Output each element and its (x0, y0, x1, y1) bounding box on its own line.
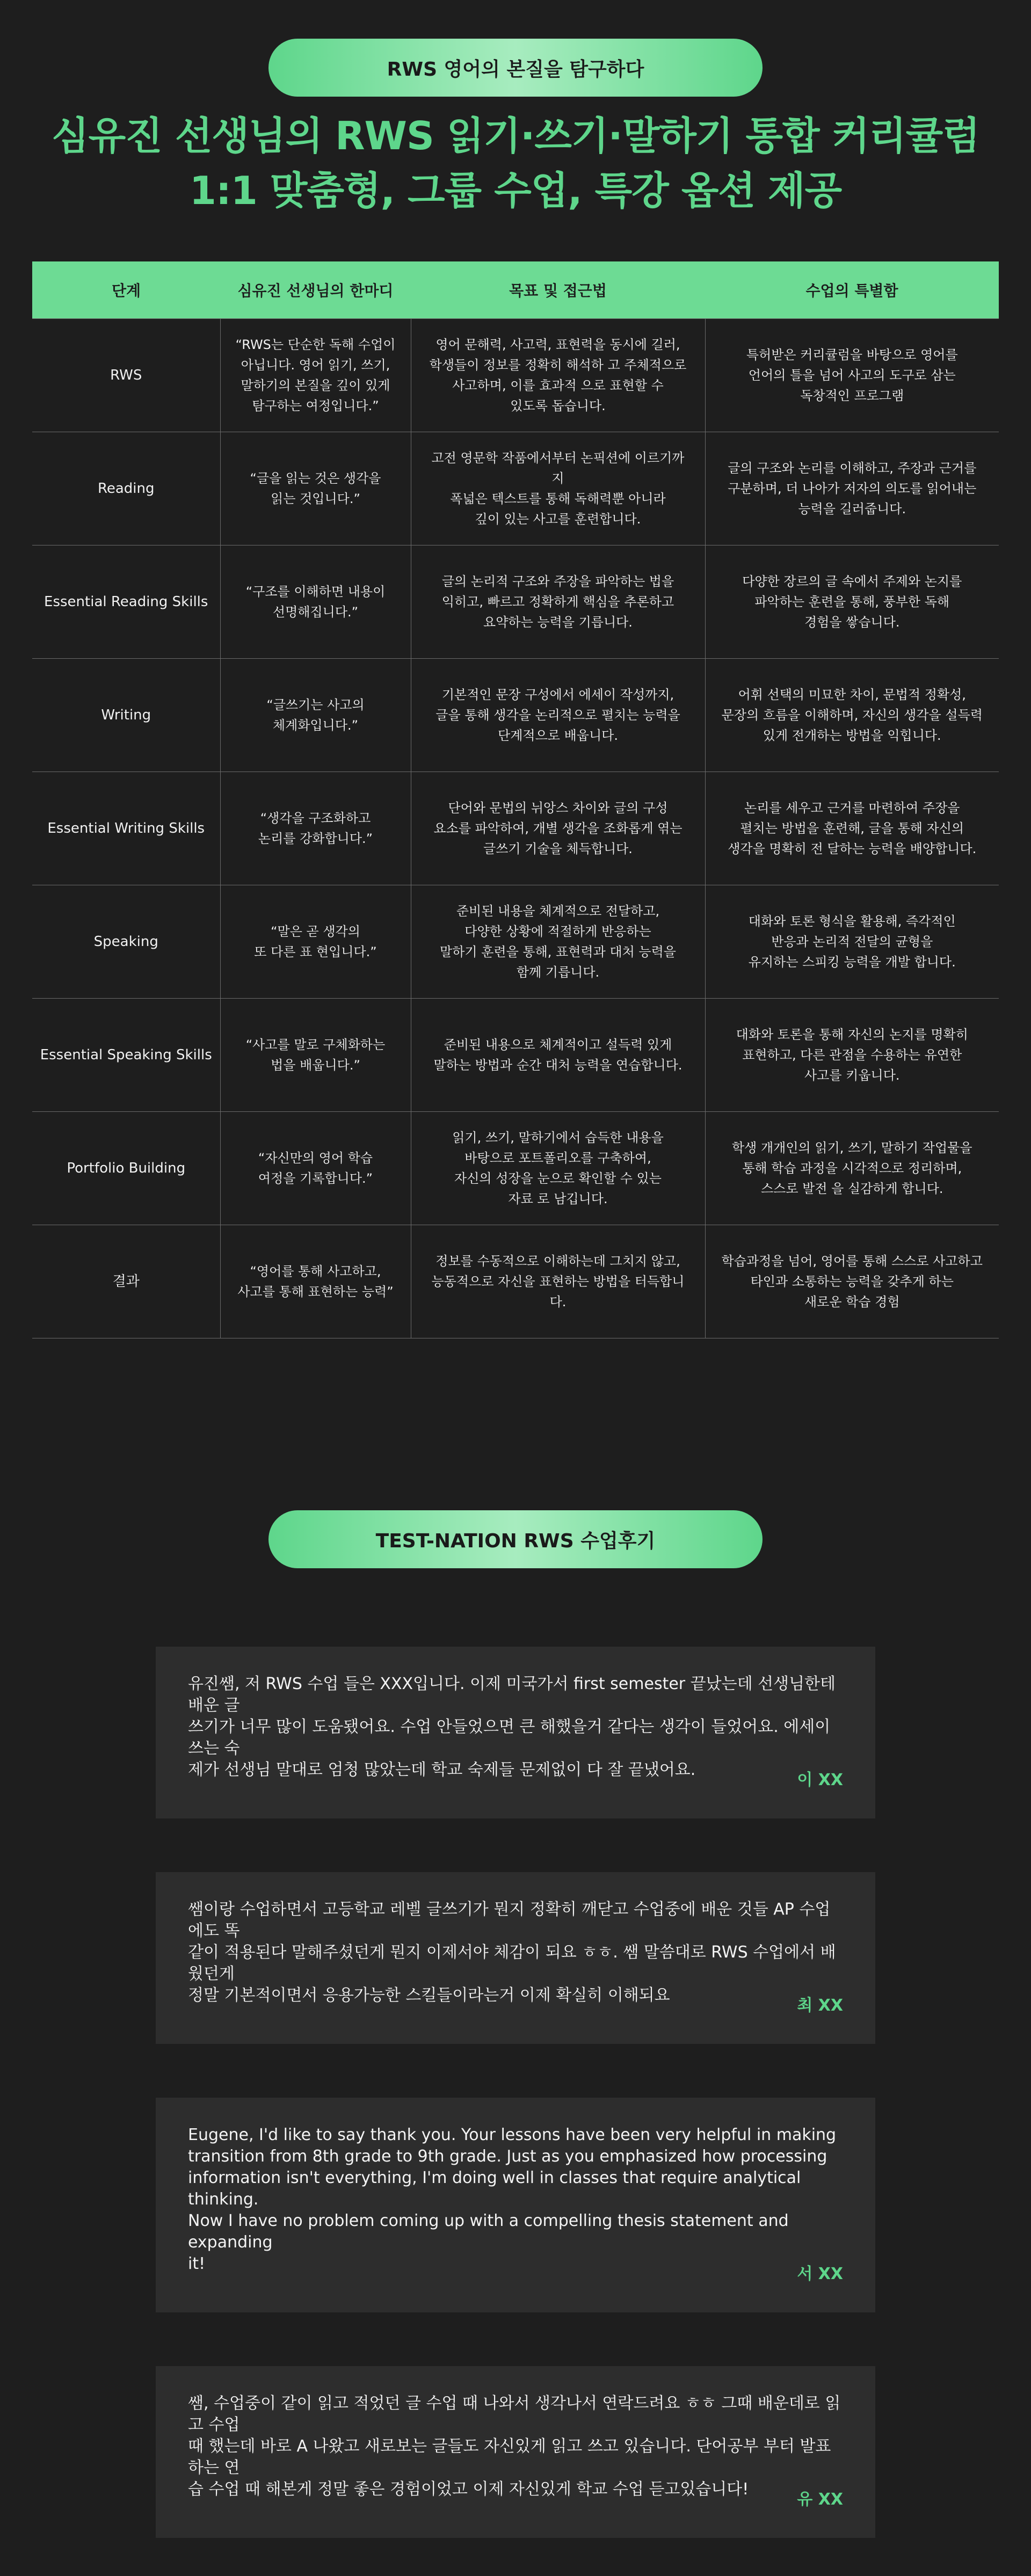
special-cell: 글의 구조와 논리를 이해하고, 주장과 근거를 구분하며, 더 나아가 저자의 의도를 읽어내는 능력을 길러줍니다. (705, 432, 999, 545)
goal-cell: 준비된 내용으로 체계적이고 설득력 있게 말하는 방법과 순간 대처 능력을 연습합니다. (411, 999, 705, 1112)
section-badge-reviews: TEST-NATION RWS 수업후기 (268, 1510, 763, 1568)
quote-cell: “글을 읽는 것은 생각을 읽는 것입니다.” (220, 432, 411, 545)
special-cell: 특허받은 커리큘럼을 바탕으로 영어를 언어의 틀을 넘어 사고의 도구로 삼는 독창적인 프로그램 (705, 319, 999, 432)
review-card (156, 2098, 875, 2312)
quote-cell: “구조를 이해하면 내용이 선명해집니다.” (220, 545, 411, 659)
table-row (32, 772, 999, 885)
goal-cell: 고전 영문학 작품에서부터 논픽션에 이르기까지 폭넓은 텍스트를 통해 독해력뿐 아니라 깊이 있는 사고를 훈련합니다. (411, 432, 705, 545)
table-row (32, 659, 999, 772)
stage-cell: 결과 (32, 1225, 220, 1338)
review-author: 이 XX (797, 1771, 843, 1789)
quote-cell: “글쓰기는 사고의 체계화입니다.” (220, 659, 411, 772)
special-cell: 대화와 토론 형식을 활용해, 즉각적인 반응과 논리적 전달의 균형을 유지하는 스피킹 능력을 개발 합니다. (705, 885, 999, 999)
table-row (32, 1112, 999, 1225)
review-author: 최 XX (797, 1996, 843, 2015)
review-text: 쌤이랑 수업하면서 고등학교 레벨 글쓰기가 뭔지 정확히 깨닫고 수업중에 배운 것들 AP 수업에도 똑 같이 적용된다 말해주셨던게 뭔지 이제서야 체감이 되요 ㅎㅎ. 쌤 말씀대로 RWS 수업에서 배웠던게 정말 기본적이면서 응용가능한 스킬들이라는거 이제 확실히 이해되요 (188, 1900, 836, 2005)
stage-cell: Essential Speaking Skills (32, 999, 220, 1112)
stage-cell: Reading (32, 432, 220, 545)
table-row (32, 319, 999, 432)
special-cell: 대화와 토론을 통해 자신의 논지를 명확히 표현하고, 다른 관점을 수용하는 유연한 사고를 키웁니다. (705, 999, 999, 1112)
review-card (156, 2366, 875, 2538)
table-row (32, 1225, 999, 1338)
quote-cell: “자신만의 영어 학습 여정을 기록합니다.” (220, 1112, 411, 1225)
review-text: 유진쌤, 저 RWS 수업 들은 XXX입니다. 이제 미국가서 first semester 끝났는데 선생님한테 배운 글 쓰기가 너무 많이 도움됐어요. 수업 안들었으면 큰 해했을거 같다는 생각이 들었어요. 에세이 쓰는 숙 제가 선생님 말대로 엄청 많았는데 학교 숙제들 문제없이 다 잘 끝냈어요. (188, 1675, 836, 1779)
table-row (32, 885, 999, 999)
goal-cell: 글의 논리적 구조와 주장을 파악하는 법을 익히고, 빠르고 정확하게 핵심을 추론하고 요약하는 능력을 기릅니다. (411, 545, 705, 659)
stage-cell: Portfolio Building (32, 1112, 220, 1225)
table-row (32, 545, 999, 659)
quote-cell: “RWS는 단순한 독해 수업이 아닙니다. 영어 읽기, 쓰기, 말하기의 본질을 깊이 있게 탐구하는 여정입니다.” (220, 319, 411, 432)
goal-cell: 정보를 수동적으로 이해하는데 그치지 않고, 능동적으로 자신을 표현하는 방법을 터득합니다. (411, 1225, 705, 1338)
review-author: 서 XX (797, 2265, 843, 2283)
column-header-quote: 심유진 선생님의 한마디 (220, 261, 411, 319)
quote-cell: “영어를 통해 사고하고, 사고를 통해 표현하는 능력” (220, 1225, 411, 1338)
goal-cell: 기본적인 문장 구성에서 에세이 작성까지, 글을 통해 생각을 논리적으로 펼치는 능력을 단계적으로 배웁니다. (411, 659, 705, 772)
stage-cell: Essential Writing Skills (32, 772, 220, 885)
review-text: 쌤, 수업중이 같이 읽고 적었던 글 수업 때 나와서 생각나서 연락드려요 ㅎㅎ 그때 배운데로 읽고 수업 때 했는데 바로 A 나왔고 새로보는 글들도 자신있게 읽고 쓰고 있습니다. 단어공부 부터 발표하는 연 습 수업 때 해본게 정말 좋은 경험이었고 이제 자신있게 학교 수업 듣고있습니다! (188, 2394, 841, 2499)
goal-cell: 단어와 문법의 뉘앙스 차이와 글의 구성 요소를 파악하여, 개별 생각을 조화롭게 엮는 글쓰기 기술을 체득합니다. (411, 772, 705, 885)
review-author: 유 XX (797, 2490, 843, 2509)
table-row (32, 999, 999, 1112)
page-title-line-1: 심유진 선생님의 RWS 읽기·쓰기·말하기 통합 커리큘럼 (52, 113, 979, 158)
table-header-row (32, 261, 999, 319)
special-cell: 논리를 세우고 근거를 마련하여 주장을 펼치는 방법을 훈련해, 글을 통해 자신의 생각을 명확히 전 달하는 능력을 배양합니다. (705, 772, 999, 885)
review-text: Eugene, I'd like to say thank you. Your lessons have been very helpful in making transition from 8th grade to 9th grade. Just as you emphasized how processing information isn't everything, I'm doing well in classes that require analytical thinking. Now I have no problem coming up with a compelling thesis statement and expanding it! (188, 2126, 837, 2273)
stage-cell: Writing (32, 659, 220, 772)
special-cell: 다양한 장르의 글 속에서 주제와 논지를 파악하는 훈련을 통해, 풍부한 독해 경험을 쌓습니다. (705, 545, 999, 659)
quote-cell: “생각을 구조화하고 논리를 강화합니다.” (220, 772, 411, 885)
quote-cell: “사고를 말로 구체화하는 법을 배웁니다.” (220, 999, 411, 1112)
review-card (156, 1872, 875, 2044)
quote-cell: “말은 곧 생각의 또 다른 표 현입니다.” (220, 885, 411, 999)
special-cell: 학생 개개인의 읽기, 쓰기, 말하기 작업물을 통해 학습 과정을 시각적으로 정리하며, 스스로 발전 을 실감하게 합니다. (705, 1112, 999, 1225)
stage-cell: RWS (32, 319, 220, 432)
page-title-line-2: 1:1 맞춤형, 그룹 수업, 특강 옵션 제공 (189, 168, 842, 213)
special-cell: 어휘 선택의 미묘한 차이, 문법적 정확성, 문장의 흐름을 이해하며, 자신의 생각을 설득력 있게 전개하는 방법을 익힙니다. (705, 659, 999, 772)
section-badge-intro: RWS 영어의 본질을 탐구하다 (268, 39, 763, 97)
stage-cell: Essential Reading Skills (32, 545, 220, 659)
column-header-special: 수업의 특별함 (705, 261, 999, 319)
review-card (156, 1647, 875, 1818)
column-header-stage: 단계 (32, 261, 220, 319)
special-cell: 학습과정을 넘어, 영어를 통해 스스로 사고하고 타인과 소통하는 능력을 갖추게 하는 새로운 학습 경험 (705, 1225, 999, 1338)
stage-cell: Speaking (32, 885, 220, 999)
goal-cell: 영어 문해력, 사고력, 표현력을 동시에 길러, 학생들이 정보를 정확히 해석하 고 주체적으로 사고하며, 이를 효과적 으로 표현할 수 있도록 돕습니다. (411, 319, 705, 432)
goal-cell: 준비된 내용을 체계적으로 전달하고, 다양한 상황에 적절하게 반응하는 말하기 훈련을 통해, 표현력과 대처 능력을 함께 기릅니다. (411, 885, 705, 999)
goal-cell: 읽기, 쓰기, 말하기에서 습득한 내용을 바탕으로 포트폴리오를 구축하여, 자신의 성장을 눈으로 확인할 수 있는 자료 로 남깁니다. (411, 1112, 705, 1225)
curriculum-table (32, 261, 999, 1338)
column-header-goal: 목표 및 접근법 (411, 261, 705, 319)
table-row (32, 432, 999, 545)
